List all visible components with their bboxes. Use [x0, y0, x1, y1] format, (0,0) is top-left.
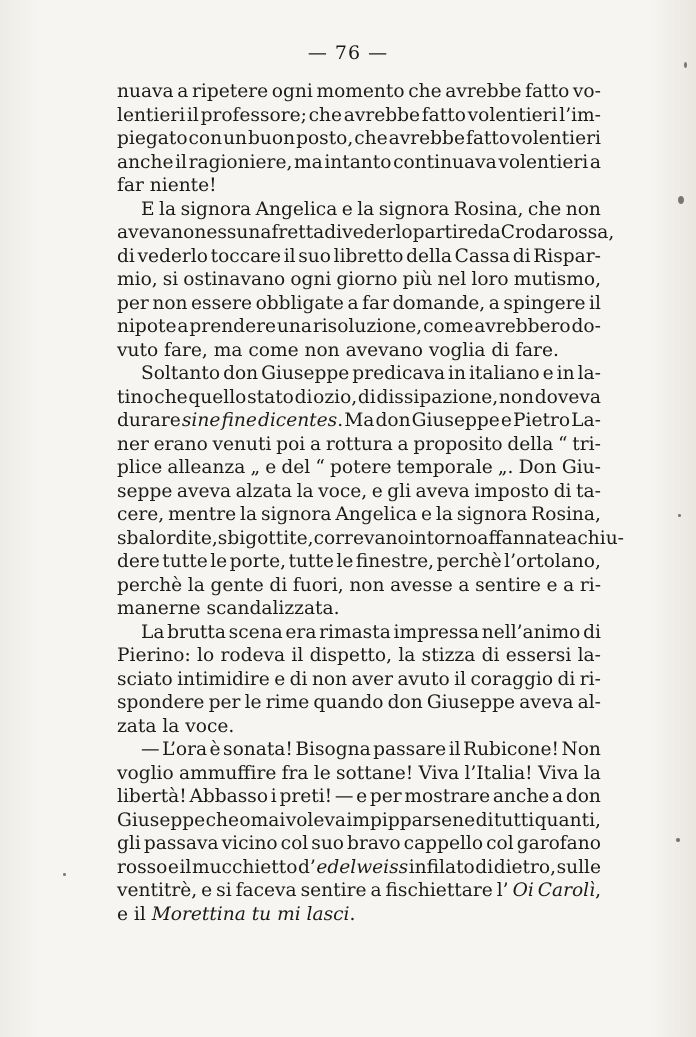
scan-speck: [676, 838, 680, 842]
text-line: nipote a prendere una risoluzione, come avrebbero do-: [117, 316, 601, 337]
text-line: E la signora Angelica e la signora Rosina, che non: [141, 198, 601, 220]
text-line: lentieri il professore; che avrebbe fatto volentieri l’im-: [117, 104, 601, 126]
scan-speck: [678, 196, 684, 204]
paragraph: [117, 738, 601, 926]
page-number: — 76 —: [307, 42, 389, 64]
body-text: [117, 80, 624, 926]
text-line: far niente!: [117, 175, 217, 196]
text-line: cere, mentre la signora Angelica e la signora Rosina,: [117, 504, 601, 525]
text-line: sbalordite, sbigottite, correvano intorno affannate a chiu-: [117, 527, 624, 549]
paragraph: [117, 80, 601, 198]
text-line: nuava a ripetere ogni momento che avrebbe fatto vo-: [117, 81, 601, 102]
text-line: piegato con un buon posto, che avrebbe fatto volentieri: [117, 128, 601, 149]
text-line: La brutta scena era rimasta impressa nell’animo di: [141, 621, 601, 643]
text-line: sciato intimidire e di non aver avuto il coraggio di ri-: [117, 668, 601, 690]
text-line: tino che quello stato di ozio, di dissipazione, non doveva: [117, 386, 601, 408]
paragraph: [117, 362, 624, 621]
text-line: ner erano venuti poi a rottura a proposito della “ tri-: [117, 433, 601, 455]
text-line: rosso e il mucchietto d’ edelweiss infilato di dietro, sulle: [117, 856, 601, 878]
text-line: zata la voce.: [117, 715, 235, 737]
scan-speck: [63, 873, 66, 876]
paragraph: [117, 621, 601, 739]
text-line: seppe aveva alzata la voce, e gli aveva imposto di ta-: [117, 480, 601, 502]
text-line: ventitrè, e si faceva sentire a fischiettare l’ Oi Carolì,: [117, 880, 601, 901]
text-line: anche il ragioniere, ma intanto continuava volentieri a: [117, 151, 601, 173]
text-line: e il Morettina tu mi lasci .: [117, 903, 356, 925]
text-line: spondere per le rime quando don Giuseppe aveva al-: [117, 692, 601, 713]
scan-speck: [678, 514, 681, 517]
text-line: per non essere obbligate a far domande, a spingere il: [117, 292, 601, 314]
text-line: vuto fare, ma come non avevano voglia di fare.: [117, 339, 559, 361]
text-line: durare sine fine dicentes. Ma don Giuseppe e Pietro La-: [117, 410, 601, 431]
text-line: — L’ora è sonata! Bisogna passare il Rubicone! Non: [141, 739, 601, 760]
text-line: manerne scandalizzata.: [117, 598, 340, 619]
text-line: voglio ammuffire fra le sottane! Viva l’Italia! Viva la: [117, 762, 601, 784]
text-line: di vederlo toccare il suo libretto della Cassa di Rispar-: [117, 245, 601, 267]
text-line: mio, si ostinavano ogni giorno più nel loro mutismo,: [117, 269, 601, 290]
text-line: Giuseppe che omai voleva impipparsene di tutti quanti,: [117, 809, 601, 831]
scan-speck: [684, 62, 687, 68]
paragraph: [117, 198, 615, 363]
text-line: plice alleanza „ e del “ potere temporale „. Don Giu-: [117, 457, 601, 478]
text-line: gli passava vicino col suo bravo cappello col garofano: [117, 833, 601, 854]
text-line: Soltanto don Giuseppe predicava in italiano e in la-: [141, 363, 601, 384]
text-line: libertà! Abbasso i preti! — e per mostrare anche a don: [117, 786, 601, 807]
text-line: dere tutte le porte, tutte le finestre, perchè l’ortolano,: [117, 551, 601, 572]
text-line: avevano nessuna fretta di vederlo partire da Crodarossa,: [117, 222, 615, 243]
text-line: perchè la gente di fuori, non avesse a sentire e a ri-: [117, 574, 601, 596]
text-line: Pierino: lo rodeva il dispetto, la stizza di essersi la-: [117, 645, 601, 666]
